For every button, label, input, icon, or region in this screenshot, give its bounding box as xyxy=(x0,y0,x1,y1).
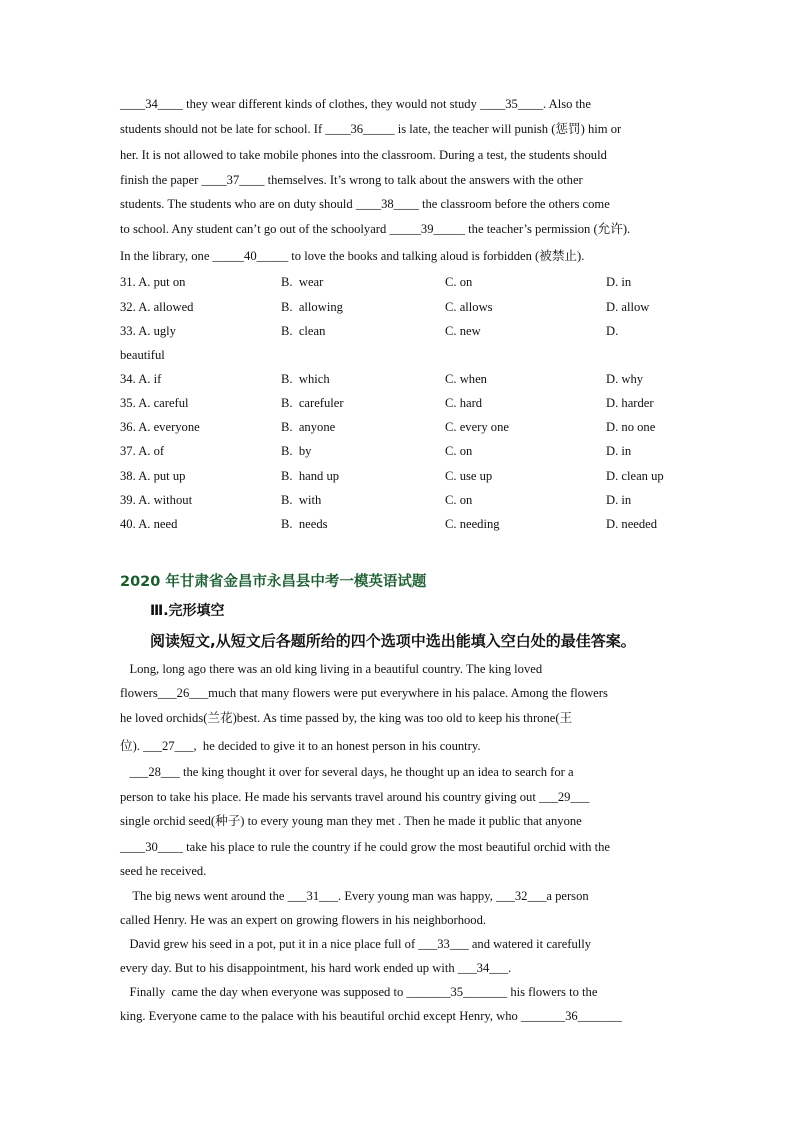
passage-line: every day. But to his disappointment, his hard work ended up with ___34___. xyxy=(120,961,512,975)
option-d: D. in xyxy=(606,275,632,289)
passage-line: finish the paper ____37____ themselves. It’s wrong to talk about the answers with the other xyxy=(120,173,583,187)
option-d: D. in xyxy=(606,493,632,507)
passage-line: single orchid seed(种子) to every young man they met . Then he made it public that anyone xyxy=(120,814,582,828)
option-a: 31. A. put on xyxy=(120,275,186,289)
option-a: 36. A. everyone xyxy=(120,420,200,434)
passage-line: he loved orchids(兰花)best. As time passed by, the king was too old to keep his throne(王 xyxy=(120,711,573,725)
option-d: D. why xyxy=(606,372,644,386)
option-b: B. carefuler xyxy=(281,396,344,410)
option-d: D. needed xyxy=(606,517,658,531)
passage-line: seed he received. xyxy=(120,864,207,878)
option-a: beautiful xyxy=(120,348,165,362)
option-b: B. clean xyxy=(281,324,326,338)
passage-line: students. The students who are on duty should ____38____ the classroom before the others come xyxy=(120,197,610,211)
option-d: D. clean up xyxy=(606,469,664,483)
passage-line: her. It is not allowed to take mobile phones into the classroom. During a test, the students should xyxy=(120,148,607,162)
option-a: 39. A. without xyxy=(120,493,193,507)
option-a: 40. A. need xyxy=(120,517,178,531)
option-a: 38. A. put up xyxy=(120,469,186,483)
option-c: C. hard xyxy=(445,396,483,410)
option-c: C. use up xyxy=(445,469,493,483)
option-a: 33. A. ugly xyxy=(120,324,176,338)
passage-line: Finally came the day when everyone was supposed to _______35_______ his flowers to the xyxy=(120,985,598,999)
passage-line: flowers___26___much that many flowers were put everywhere in his palace. Among the flowers xyxy=(120,686,608,700)
passage-line: The big news went around the ___31___. Every young man was happy, ___32___a person xyxy=(120,889,589,903)
option-d: D. harder xyxy=(606,396,654,410)
passage-line: ____30____ take his place to rule the country if he could grow the most beautiful orchid with the xyxy=(120,840,610,854)
option-c: C. on xyxy=(445,444,473,458)
option-c: C. needing xyxy=(445,517,500,531)
passage-line: students should not be late for school. If ____36_____ is late, the teacher will punish (惩罚) him or xyxy=(120,122,622,136)
option-c: C. new xyxy=(445,324,481,338)
option-d: D. allow xyxy=(606,300,650,314)
option-d: D. in xyxy=(606,444,632,458)
option-a: 37. A. of xyxy=(120,444,165,458)
passage-line: king. Everyone came to the palace with his beautiful orchid except Henry, who _______36_______ xyxy=(120,1009,622,1023)
option-b: B. which xyxy=(281,372,330,386)
passage-line: David grew his seed in a pot, put it in a nice place full of ___33___ and watered it carefully xyxy=(120,937,592,951)
option-c: C. on xyxy=(445,493,473,507)
option-d: D. xyxy=(606,324,619,338)
passage-line: 位). ___27___, he decided to give it to an honest person in his country. xyxy=(120,739,481,753)
instructions: 阅读短文,从短文后各题所给的四个选项中选出能填入空白处的最佳答案。 xyxy=(150,632,636,650)
option-b: B. with xyxy=(281,493,322,507)
option-b: B. by xyxy=(281,444,312,458)
section-title: Ⅲ.完形填空 xyxy=(150,603,225,619)
option-d: D. no one xyxy=(606,420,656,434)
passage-line: Long, long ago there was an old king living in a beautiful country. The king loved xyxy=(120,662,543,676)
option-a: 32. A. allowed xyxy=(120,300,194,314)
option-b: B. needs xyxy=(281,517,328,531)
option-c: C. every one xyxy=(445,420,509,434)
option-a: 34. A. if xyxy=(120,372,162,386)
exam-title: 2020 年甘肃省金昌市永昌县中考一模英语试题 xyxy=(120,574,427,590)
option-c: C. when xyxy=(445,372,487,386)
option-b: B. hand up xyxy=(281,469,340,483)
option-a: 35. A. careful xyxy=(120,396,189,410)
option-c: C. allows xyxy=(445,300,493,314)
option-b: B. anyone xyxy=(281,420,336,434)
passage-line: called Henry. He was an expert on growing flowers in his neighborhood. xyxy=(120,913,487,927)
passage-line: person to take his place. He made his servants travel around his country giving out ___29___ xyxy=(120,790,590,804)
option-c: C. on xyxy=(445,275,473,289)
passage-line: ____34____ they wear different kinds of clothes, they would not study ____35____. Also the xyxy=(120,97,591,111)
passage-line: ___28___ the king thought it over for several days, he thought up an idea to search for a xyxy=(120,765,574,779)
option-b: B. wear xyxy=(281,275,324,289)
passage-line: In the library, one _____40_____ to love the books and talking aloud is forbidden (被禁止). xyxy=(120,249,585,263)
option-b: B. allowing xyxy=(281,300,343,314)
passage-line: to school. Any student can’t go out of the schoolyard _____39_____ the teacher’s permission (允许). xyxy=(120,222,631,236)
